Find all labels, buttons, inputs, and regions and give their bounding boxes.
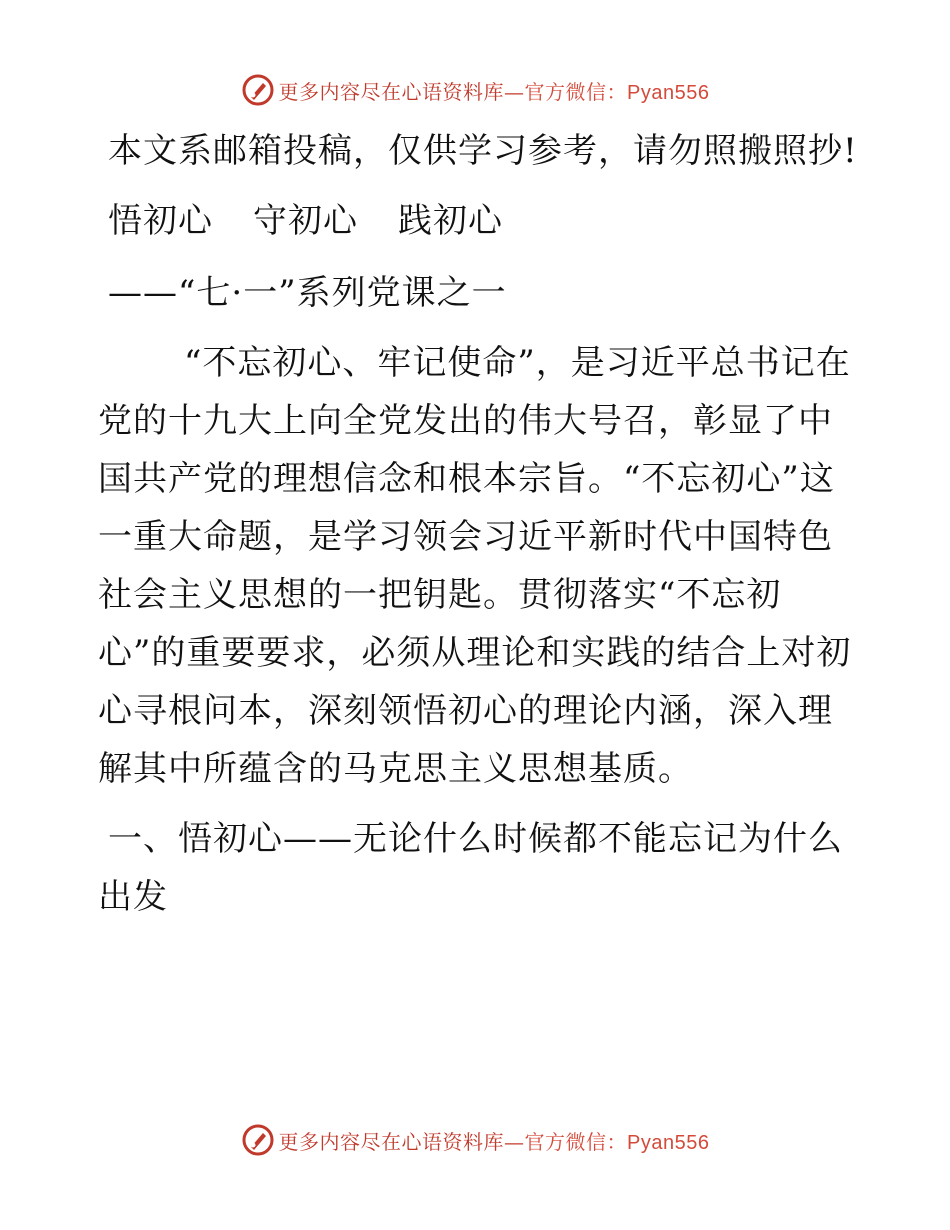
document-body (98, 122, 858, 926)
document-title (98, 192, 858, 250)
pen-nib-logo-icon (241, 1123, 275, 1157)
title-part-2: 守初心 (253, 201, 358, 241)
body-paragraph: “不忘初心、牢记使命”，是习近平总书记在党的十九大上向全党发出的伟大号召，彰显了中国共产党的理想信念和根本宗旨。“不忘初心”这一重大命题，是学习领会习近平新时代中国特色社会主义思想的一把钥匙。贯彻落实“不忘初心”的重要要求，必须从理论和实践的结合上对初心寻根问本，深刻领悟初心的理论内涵，深入理解其中所蕴含的马克思主义思想基质。 (98, 343, 852, 789)
section-heading: 一、悟初心——无论什么时候都不能忘记为什么出发 (98, 819, 843, 917)
notice-text: 本文系邮箱投稿，仅供学习参考，请勿照搬照抄! (108, 131, 858, 171)
footer-banner (0, 1120, 950, 1160)
pen-nib-logo-icon (241, 73, 275, 107)
banner-text: 更多内容尽在心语资料库—官方微信：Pyan556 (278, 1129, 710, 1154)
header-banner (0, 70, 950, 110)
title-part-3: 践初心 (398, 201, 503, 241)
document-subtitle: ——“七·一”系列党课之一 (108, 273, 507, 313)
banner-text: 更多内容尽在心语资料库—官方微信：Pyan556 (278, 79, 710, 104)
banner-account: 官方微信：Pyan556 (524, 81, 710, 104)
title-part-1: 悟初心 (108, 201, 213, 241)
banner-account: 官方微信：Pyan556 (524, 1131, 710, 1154)
